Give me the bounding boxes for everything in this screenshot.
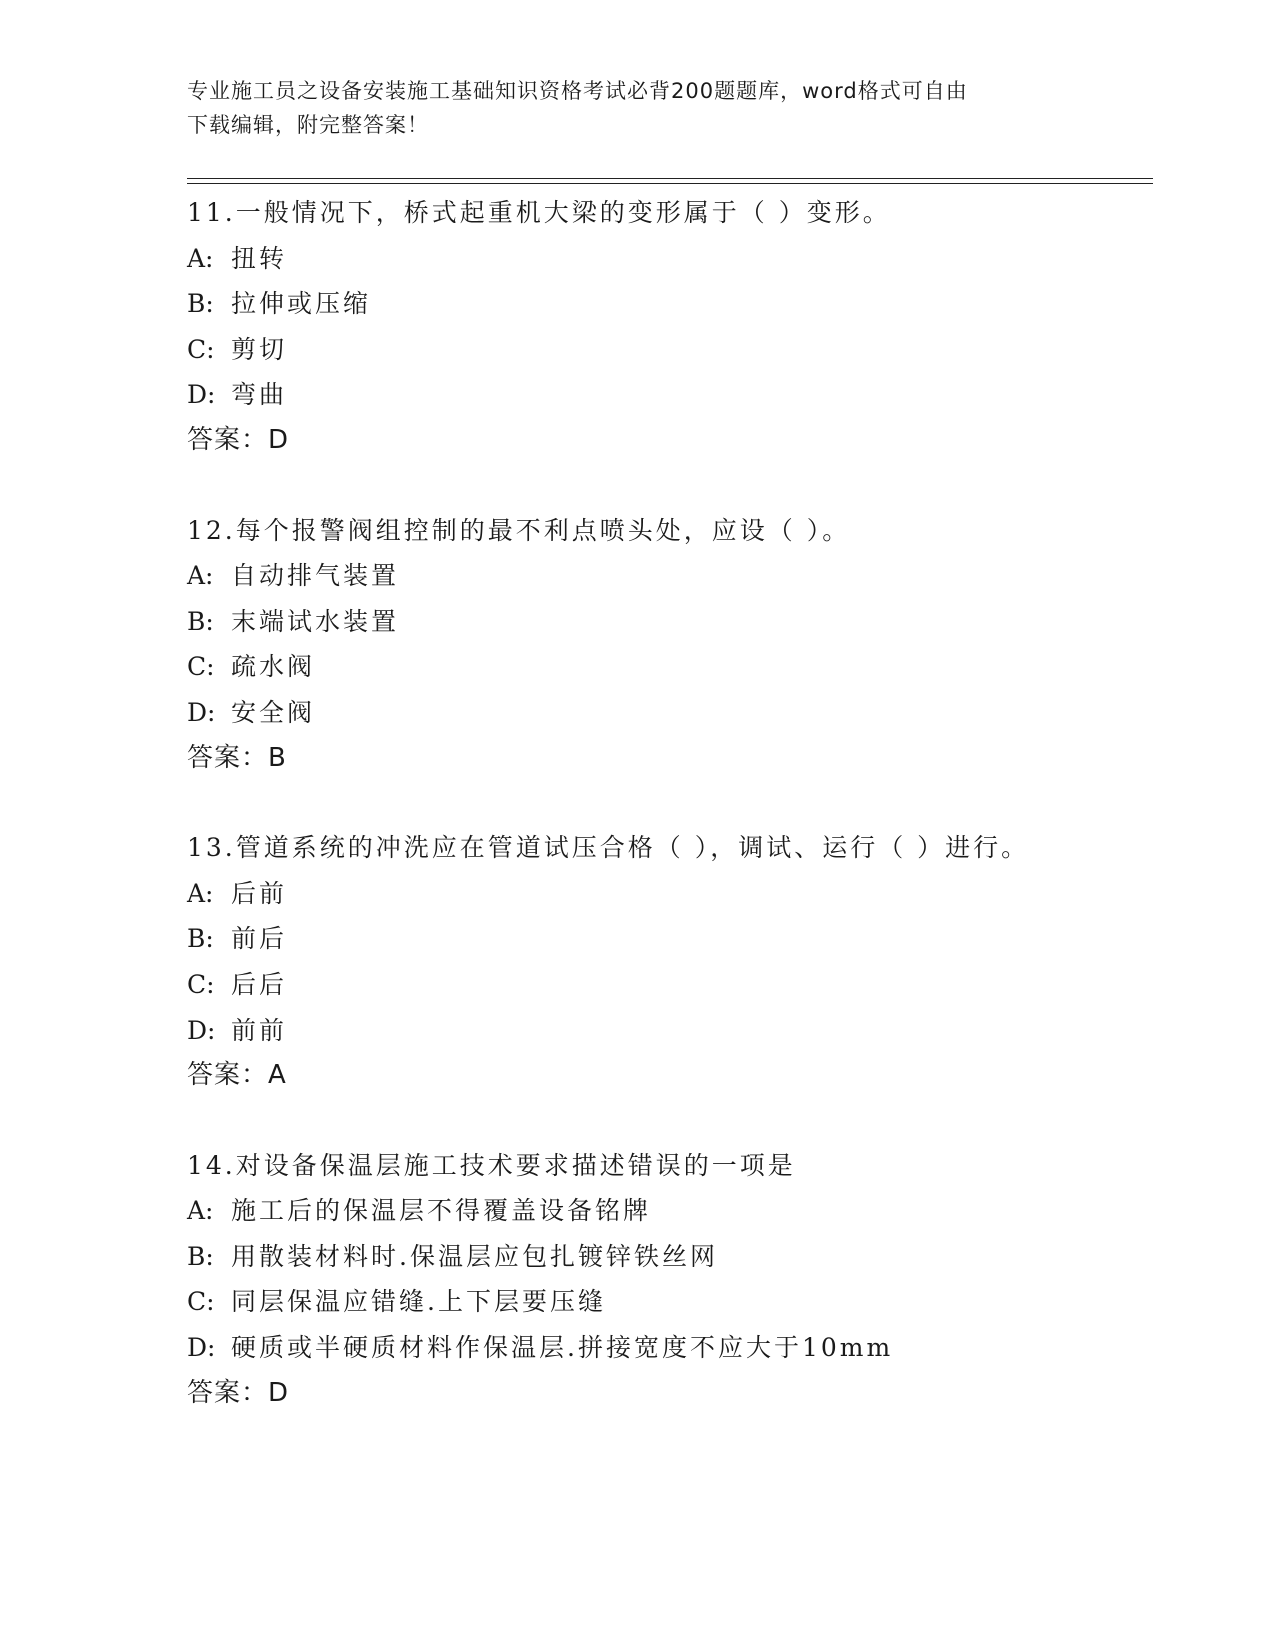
- question-14: [187, 1143, 1153, 1417]
- option-text: 后前: [231, 878, 288, 908]
- answer-line: 答案：D: [187, 424, 290, 455]
- option-a: [187, 236, 1153, 282]
- option-c: [187, 644, 1153, 690]
- header-divider-bottom: [187, 183, 1153, 184]
- option-text: 扭转: [231, 243, 288, 273]
- answer-line: 答案：B: [187, 742, 287, 773]
- option-text: 前后: [231, 924, 288, 954]
- option-key: A:: [187, 561, 214, 591]
- header-line-1: 专业施工员之设备安装施工基础知识资格考试必背200题题库，word格式可自由: [187, 79, 968, 103]
- question-13: [187, 825, 1153, 1099]
- option-key: C:: [187, 1287, 215, 1317]
- option-c: [187, 962, 1153, 1008]
- option-text: 末端试水装置: [231, 606, 400, 636]
- option-b: [187, 916, 1153, 962]
- option-text: 剪切: [231, 334, 288, 364]
- option-text: 前前: [231, 1015, 288, 1045]
- option-d: [187, 1008, 1153, 1054]
- header-line-2: 下载编辑，附完整答案！: [187, 113, 429, 137]
- option-key: A:: [187, 1196, 214, 1226]
- option-text: 自动排气装置: [231, 561, 400, 591]
- option-a: [187, 871, 1153, 917]
- option-key: C:: [187, 334, 215, 364]
- option-text: 硬质或半硬质材料作保温层.拼接宽度不应大于10mm: [231, 1333, 894, 1363]
- question-stem: 14.对设备保温层施工技术要求描述错误的一项是: [187, 1150, 796, 1180]
- option-text: 弯曲: [231, 380, 288, 410]
- option-d: [187, 1325, 1153, 1371]
- option-a: [187, 1188, 1153, 1234]
- option-text: 同层保温应错缝.上下层要压缝: [231, 1287, 606, 1317]
- option-key: C:: [187, 969, 215, 999]
- option-key: A:: [187, 878, 214, 908]
- option-key: D:: [187, 380, 216, 410]
- answer-line: 答案：D: [187, 1377, 290, 1408]
- option-key: B:: [187, 1241, 214, 1271]
- option-d: [187, 372, 1153, 418]
- answer-line: 答案：A: [187, 1060, 287, 1091]
- document-header: [187, 74, 1067, 142]
- header-divider-top: [187, 178, 1153, 179]
- option-c: [187, 1279, 1153, 1325]
- option-key: B:: [187, 289, 214, 319]
- option-d: [187, 690, 1153, 736]
- question-11: [187, 190, 1153, 464]
- option-text: 施工后的保温层不得覆盖设备铭牌: [231, 1196, 652, 1226]
- question-stem: 13.管道系统的冲洗应在管道试压合格（ ），调试、运行（ ）进行。: [187, 833, 1030, 863]
- option-text: 拉伸或压缩: [231, 289, 372, 319]
- option-text: 安全阀: [231, 697, 316, 727]
- option-a: [187, 553, 1153, 599]
- option-key: D:: [187, 1015, 216, 1045]
- option-c: [187, 327, 1153, 373]
- option-key: D:: [187, 697, 216, 727]
- option-key: C:: [187, 652, 215, 682]
- option-b: [187, 281, 1153, 327]
- question-12: [187, 508, 1153, 782]
- question-stem: 11.一般情况下，桥式起重机大梁的变形属于（ ）变形。: [187, 198, 891, 227]
- option-text: 后后: [231, 969, 288, 999]
- option-key: A:: [187, 243, 214, 273]
- option-key: B:: [187, 924, 214, 954]
- question-list: [187, 190, 1153, 1460]
- option-text: 疏水阀: [231, 652, 316, 682]
- option-text: 用散装材料时.保温层应包扎镀锌铁丝网: [231, 1241, 718, 1271]
- question-stem: 12.每个报警阀组控制的最不利点喷头处，应设（ ）。: [187, 515, 851, 545]
- option-b: [187, 599, 1153, 645]
- option-b: [187, 1234, 1153, 1280]
- option-key: D:: [187, 1333, 216, 1363]
- option-key: B:: [187, 606, 214, 636]
